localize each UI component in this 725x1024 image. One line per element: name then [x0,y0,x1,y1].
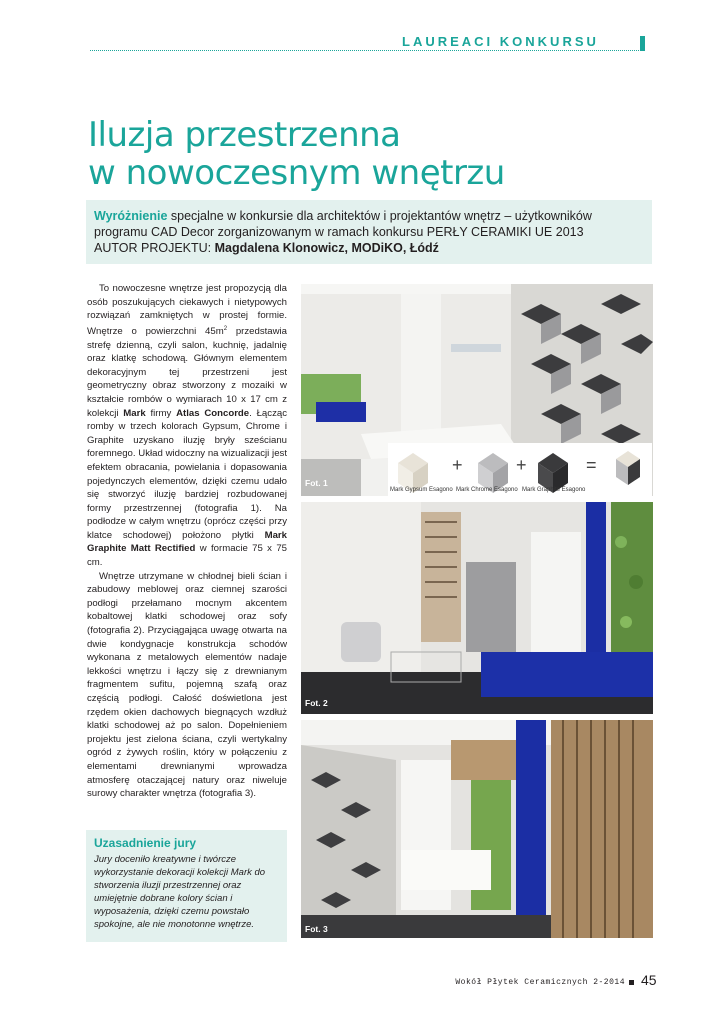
author-name: Magdalena Klonowicz, MODiKO, Łódź [214,241,439,255]
intro-box [86,200,652,264]
equals-sign: = [586,455,597,475]
photo-2-render [301,502,653,714]
brand-name: Atlas Concorde [176,407,250,419]
jury-box [86,830,287,942]
footer-square [629,980,634,985]
photo-2 [301,502,653,714]
jury-text: Jury doceniło kreatywne i twórcze wykorzystanie dekoracji kolekcji Mark do stworzenia iluzji przestrzennej oraz umiejętnie dobrane kolory ścian i wyposażenia, dzięki czemu powstało spokojne, ale nie monotonne wnętrze. [94,854,266,930]
plus-sign-2: + [516,455,527,475]
text-run: przedstawia strefę dzienną, czyli salon, kuchnię, jadalnię oraz klatkę schodową. Głównym elementem dekoracyjnym tej przestrzeni jest geometryczny obraz stworzony z mozaiki w kształcie rombów o wymiarach 10 x 17 cm z kolekcji [87,325,288,419]
jury-heading: Uzasadnienie jury [94,836,197,850]
paragraph-1 [87,282,287,570]
tile-name: Mark Graphite Matt Rectified [87,529,287,555]
section-bar [640,36,645,51]
article-body [87,282,287,801]
photo-3 [301,720,653,938]
photo-3-caption: Fot. 3 [305,924,328,934]
title-line-2: w nowoczesnym wnętrzu [88,153,505,193]
section-label: LAUREACI KONKURSU [402,34,599,49]
article-title [88,116,505,192]
photo-2-caption: Fot. 2 [305,698,328,708]
tile-label-graphite: Mark Graphite Esagono [522,487,586,493]
text-run: To nowoczesne wnętrze jest propozycją dla osób poszukujących ciekawych i nietypowych rozwiązań zamkniętych w prostej formie. Wnętrze o powierzchni 45m [87,283,287,337]
page-number: 45 [641,972,657,988]
footer-magazine: Wokół Płytek Ceramicznych 2-2014 [455,978,625,987]
author-label: AUTOR PROJEKTU: [94,241,215,255]
intro-text: specjalne w konkursie dla architektów i projektantów wnętrz – użytkowników programu CAD Decor zorganizowanym w ramach konkursu PERŁY CERAMIKI UE 2013 [94,209,592,239]
tile-label-gypsum: Mark Gypsum Esagono [390,487,453,493]
superscript: 2 [223,325,228,332]
tile-label-chrome: Mark Chrome Esagono [456,487,518,493]
intro-highlight: Wyróżnienie [94,209,168,223]
text-run: firmy [145,407,177,419]
plus-sign-1: + [452,455,463,475]
collection-name: Mark [123,407,146,419]
text-run: . Łącząc romby w trzech kolorach Gypsum, Chrome i Graphite uzyskano iluzję bryły sześcianu foremnego. Układ widoczny na wizualizacji jest efektem obracania, powielania i dopasowania pojedynczych elementów, dzięki czemu udało się stworzyć iluzję bardziej rozbudowanej formy przestrzennej (fotografia 1). Na podłodze w całym wnętrzu (oprócz części przy klatce schodowej) położono płytki [87,407,287,541]
photo-3-render [301,720,653,938]
text-run: w formacie 75 x 75 cm. [87,543,287,569]
photo-1-caption: Fot. 1 [305,478,328,488]
title-line-1: Iluzja przestrzenna [88,115,401,155]
dotted-rule [90,50,645,51]
paragraph-2: Wnętrze utrzymane w chłodnej bieli ścian i zabudowy meblowej oraz ciemnej szarości podłogi przełamano mocnym akcentem kobaltowej klatki schodowej oraz sofy (fotografia 2). Przyciągająca uwagę otwarta na dwie kondygnacje konstrukcja schodów wykonana z metalowych elementów nadaje lekkości wnętrzu i łączy się z drewnianym fragmentem sufitu, pojemną szafą oraz częścią podłogi. Całość doświetlona jest rzędem okien dachowych biegnących wzdłuż klatki schodowej aż po salon. Dopełnieniem projektu jest zielona ściana, czyli wertykalny ogród z żywych roślin, który w połączeniu z elementami drewnianymi wprowadza atmosferę otaczającej natury oraz niweluje surowy charakter wnętrza (fotografia 3). [87,570,287,800]
